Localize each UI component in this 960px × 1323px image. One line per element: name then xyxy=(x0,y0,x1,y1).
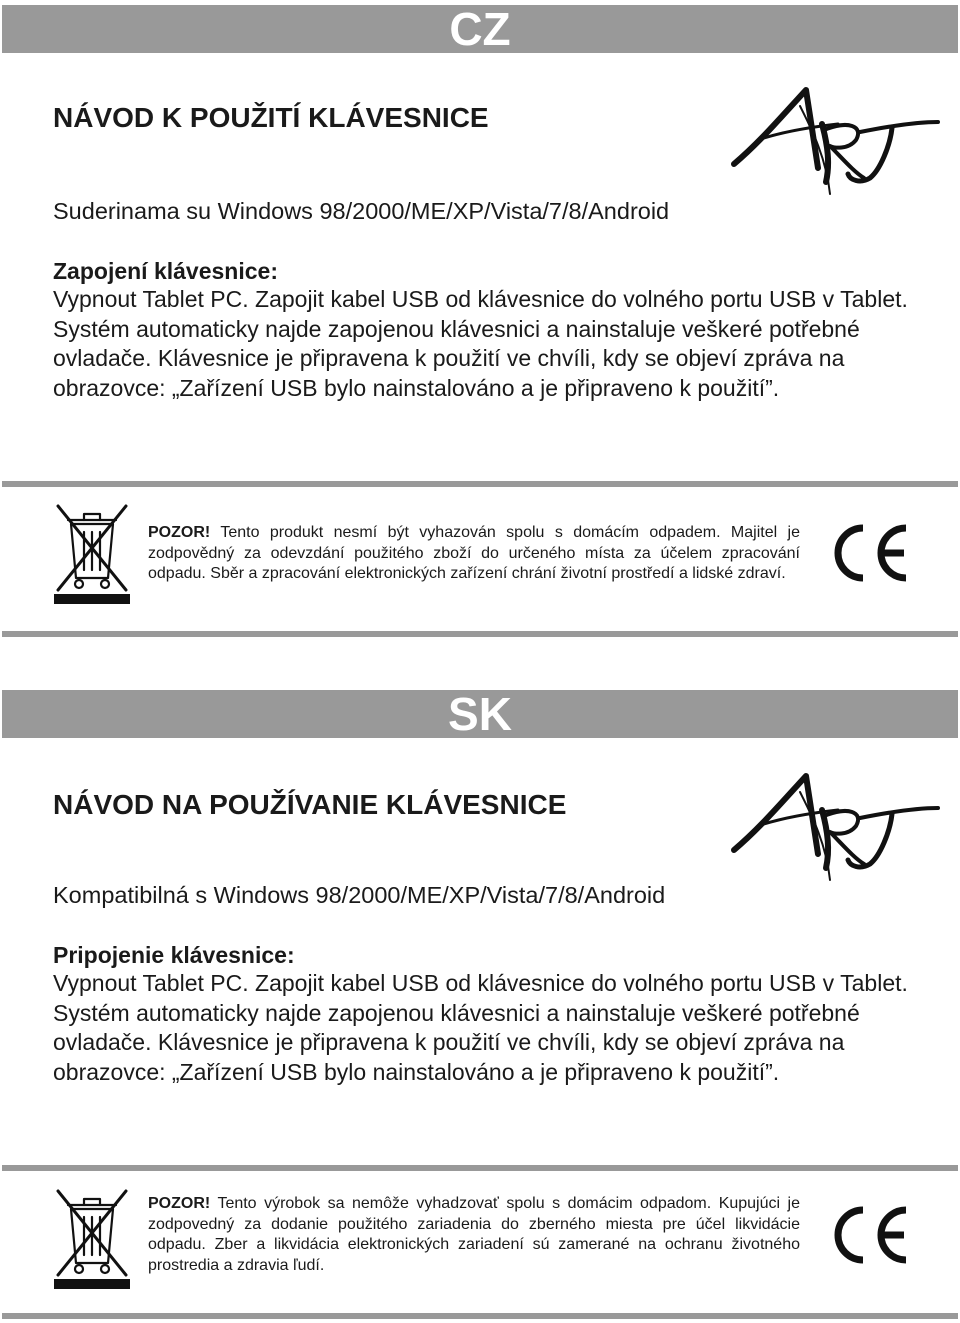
art-logo xyxy=(730,772,942,884)
compatibility-text-cz: Suderinama su Windows 98/2000/ME/XP/Vista/7/8/Android xyxy=(53,198,670,224)
art-logo xyxy=(730,86,942,198)
compatibility-text-sk: Kompatibilná s Windows 98/2000/ME/XP/Vista/7/8/Android xyxy=(53,882,666,908)
instructions-text-sk: Vypnout Tablet PC. Zapojit kabel USB od klávesnice do volného portu USB v Tablet. Systém automaticky najde zapojenou klávesnici a nainstaluje veškeré potřebné ovladače. Klávesnice je připravena k použití ve chvíli, kdy se objeví zpráva na obrazovce: „Zařízení USB bylo nainstalováno a je připraveno k použití”. xyxy=(53,970,908,1085)
warning-label-sk: POZOR! xyxy=(148,1195,211,1212)
divider-cz-bottom xyxy=(2,631,958,637)
crossed-out-bin-icon xyxy=(54,1185,130,1289)
subheading-sk: Pripojenie klávesnice: xyxy=(53,942,295,968)
page-title-sk: NÁVOD NA POUŽÍVANIE KLÁVESNICE xyxy=(53,789,567,820)
subheading-cz: Zapojení klávesnice: xyxy=(53,258,278,284)
warning-cz xyxy=(148,523,800,585)
divider-sk-bottom xyxy=(2,1313,958,1319)
warning-sk xyxy=(148,1194,800,1276)
warning-label-cz: POZOR! xyxy=(148,524,211,541)
warning-text-sk: Tento výrobok sa nemôže vyhadzovať spolu s domácim odpadom. Kupujúci je zodpovedný za dodanie použitého zariadenia do zberného miesta pre účel likvidácie odpadu. Zber a likvidácia elektronických zariadení sú zamerané na ochranu životného prostredia a zdravia ľudí. xyxy=(148,1195,801,1274)
warning-text-cz: Tento produkt nesmí být vyhazován spolu s domácím odpadem. Majitel je zodpovědný za odevzdání použitého zboží do určeného místa za účelem zpracování odpadu. Sběr a zpracování elektronických zařízení chrání životní prostředí a lidské zdraví. xyxy=(148,524,801,582)
divider-cz-top xyxy=(2,481,958,487)
ce-mark-icon xyxy=(826,1204,910,1266)
crossed-out-bin-icon xyxy=(54,500,130,604)
section-band-cz: CZ xyxy=(2,5,958,53)
instructions-text-cz: Vypnout Tablet PC. Zapojit kabel USB od klávesnice do volného portu USB v Tablet. Systém automaticky najde zapojenou klávesnici a nainstaluje veškeré potřebné ovladače. Klávesnice je připravena k použití ve chvíli, kdy se objeví zpráva na obrazovce: „Zařízení USB bylo nainstalováno a je připraveno k použití”. xyxy=(53,286,908,401)
page-title-cz: NÁVOD K POUŽITÍ KLÁVESNICE xyxy=(53,102,489,133)
section-band-sk: SK xyxy=(2,690,958,738)
ce-mark-icon xyxy=(826,522,910,584)
divider-sk-top xyxy=(2,1165,958,1171)
